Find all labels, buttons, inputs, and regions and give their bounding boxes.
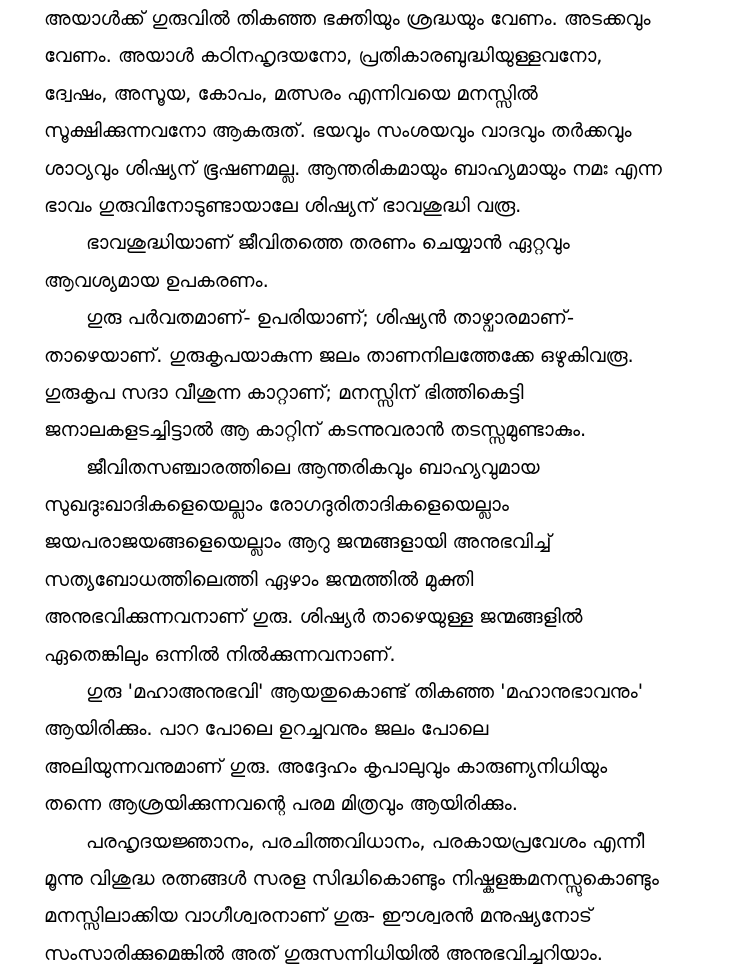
text-line: സുഖദുഃഖാദികളെയെല്ലാം രോഗദുരിതാദികളെയെല്ലാം xyxy=(44,493,509,517)
text-line: ആയിരിക്കും. പാറ പോലെ ഉറച്ചവനും ജലം പോലെ xyxy=(44,717,489,741)
text-line: തന്നെ ആശ്രയിക്കുന്നവന്റെ പരമ മിത്രവും ആയിരിക്കും. xyxy=(44,792,518,816)
text-line: ഏതെങ്കിലും ഒന്നിൽ നിൽക്കുന്നവനാണ്. xyxy=(44,642,396,666)
paragraph-start-line: ജീവിതസഞ്ചാരത്തിലെ ആന്തരികവും ബാഹ്യവുമായ xyxy=(86,455,540,479)
text-line: മൂന്നു വിശുദ്ധ രത്നങ്ങൾ സരള സിദ്ധികൊണ്ടും നിഷ്കളങ്കമനസ്സുകൊണ്ടും xyxy=(44,866,659,890)
text-line: ജയപരാജയങ്ങളെയെല്ലാം ആറു ജന്മങ്ങളായി അനുഭവിച്ച് xyxy=(44,530,552,554)
paragraph-start-line: ഭാവശുദ്ധിയാണ് ജീവിതത്തെ തരണം ചെയ്യാൻ ഏറ്റവും xyxy=(86,231,570,255)
text-line: ശാഠ്യവും ശിഷ്യന് ഭൂഷണമല്ല. ആന്തരികമായും ബാഹ്യമായും നമഃ എന്ന xyxy=(44,156,662,180)
text-line: അനുഭവിക്കുന്നവനാണ് ഗുരു. ശിഷ്യർ താഴെയുള്ള ജന്മങ്ങളിൽ xyxy=(44,605,583,629)
text-line: താഴെയാണ്. ഗുരുകൃപയാകുന്ന ജലം താണനിലത്തേക്കേ ഒഴുകിവരൂ. xyxy=(44,343,634,367)
paragraph-start-line: ഗുരു 'മഹാഅനുഭവി' ആയതുകൊണ്ട് തികഞ്ഞ 'മഹാനുഭാവനും' xyxy=(86,680,644,704)
text-line: ഭാവം ഗുരുവിനോടുണ്ടായാലേ ശിഷ്യന് ഭാവശുദ്ധി വരൂ. xyxy=(44,193,522,217)
text-line: മനസ്സിലാക്കിയ വാഗീശ്വരനാണ് ഗുരു- ഈശ്വരൻ മനുഷ്യനോട് xyxy=(44,904,593,928)
text-line: ജനാലകളടച്ചിട്ടാൽ ആ കാറ്റിന് കടന്നുവരാൻ തടസ്സമുണ്ടാകും. xyxy=(44,418,587,442)
paragraph-start-line: ഗുരു പർവതമാണ്- ഉപരിയാണ്; ശിഷ്യൻ താഴ്വാരമാണ്- xyxy=(86,306,574,330)
text-line: സത്യബോധത്തിലെത്തി ഏഴാം ജന്മത്തിൽ മുക്തി xyxy=(44,567,474,591)
text-line: ആവശ്യമായ ഉപകരണം. xyxy=(44,268,269,292)
paragraph-start-line: പരഹൃദയജ്ഞാനം, പരചിത്തവിധാനം, പരകായപ്രവേശം എന്നീ xyxy=(86,829,645,853)
text-line: അയാൾക്ക് ഗുരുവിൽ തികഞ്ഞ ഭക്തിയും ശ്രദ്ധയും വേണം. അടക്കവും xyxy=(44,7,651,30)
text-line: അലിയുന്നവനുമാണ് ഗുരു. അദ്ദേഹം കൃപാലുവും കാരുണ്യനിധിയും xyxy=(44,754,608,778)
text-line: സൂക്ഷിക്കുന്നവനോ ആകരുത്. ഭയവും സംശയവും വാദവും തർക്കവും xyxy=(44,119,632,143)
text-line: സംസാരിക്കുമെങ്കിൽ അത് ഗുരുസന്നിധിയിൽ അനുഭവിച്ചറിയാം. xyxy=(44,941,603,965)
text-line: ഗുരുകൃപ സദാ വീശുന്ന കാറ്റാണ്; മനസ്സിന് ഭിത്തികെട്ടി xyxy=(44,380,524,404)
text-line: വേണം. അയാൾ കഠിനഹൃദയനോ, പ്രതികാരബുദ്ധിയുള്ളവനോ, xyxy=(44,44,603,68)
text-line: ദ്വേഷം, അസൂയ, കോപം, മത്സരം എന്നിവയെ മനസ്സിൽ xyxy=(44,81,538,105)
